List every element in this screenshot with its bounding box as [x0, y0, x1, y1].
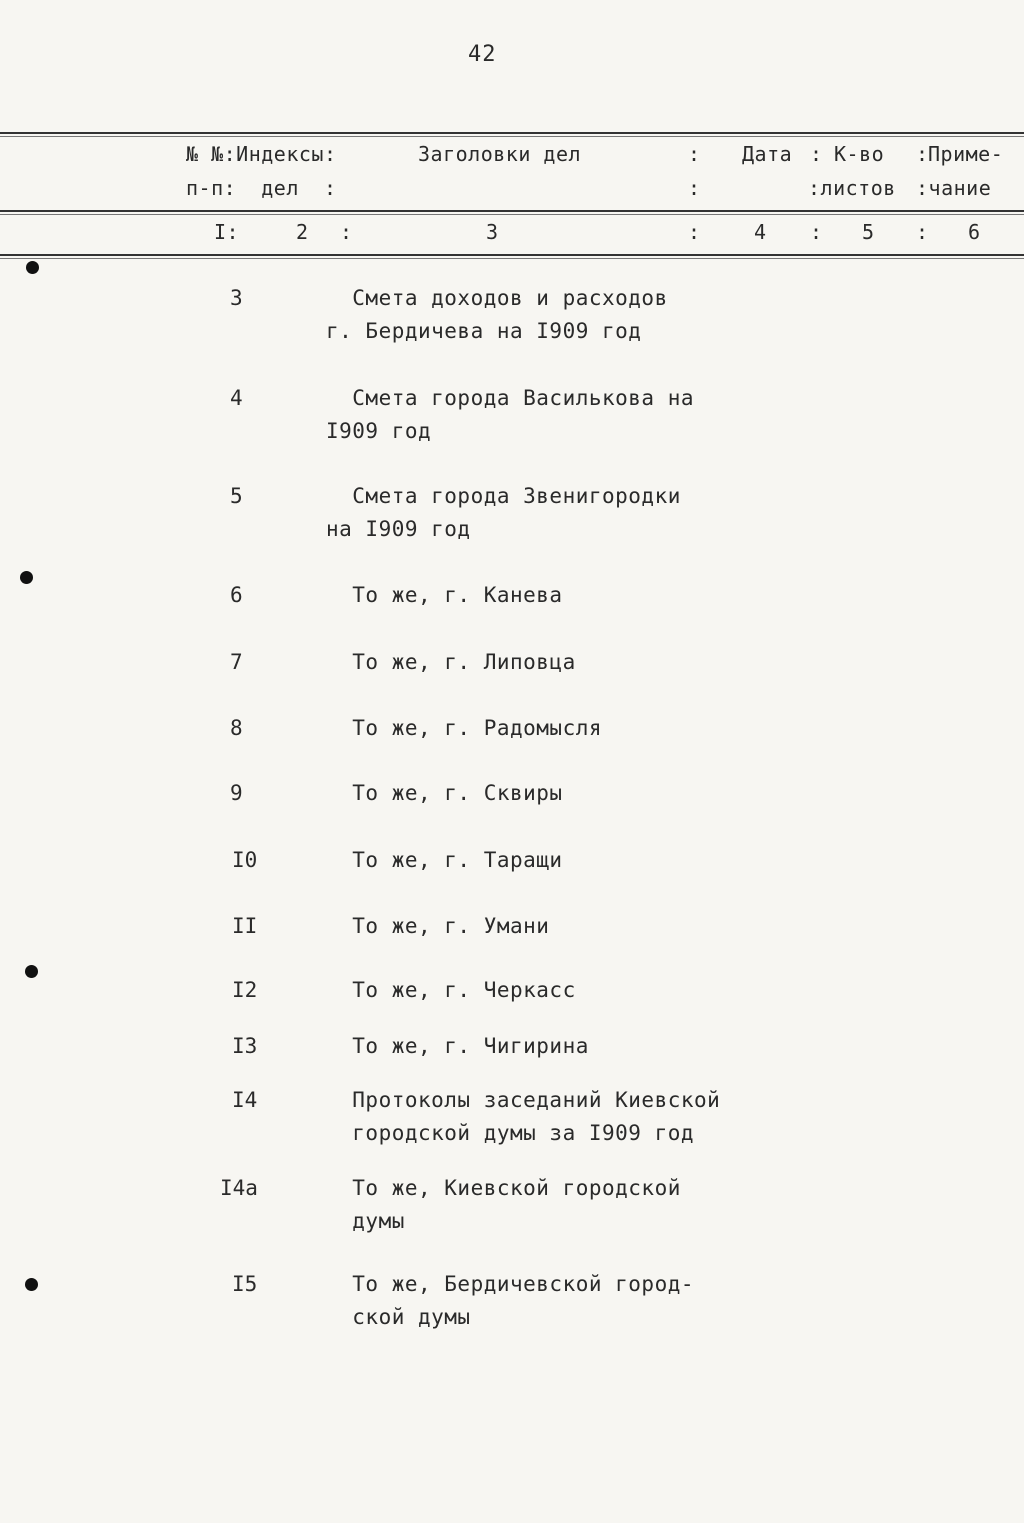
colnum-4: 4	[754, 220, 767, 244]
colnum-sep: :	[810, 220, 823, 244]
entry-title: То же, г. Радомысля	[326, 716, 603, 740]
header-titles-label: Заголовки дел	[418, 142, 582, 166]
header-top-rule-thin	[0, 136, 1024, 137]
entry-title: Смета доходов и расходов г. Бердичева на I909 год	[326, 286, 668, 343]
colnum-2: 2	[296, 220, 309, 244]
entry-number: 6	[230, 583, 243, 607]
entry-title: То же, г. Чигирина	[326, 1034, 589, 1058]
header-sep: :	[810, 142, 823, 166]
entry-number: II	[232, 914, 258, 938]
header-count-label: К-во	[834, 142, 885, 166]
punch-hole	[25, 965, 38, 978]
entry-title: Смета города Василькова на I909 год	[326, 386, 695, 443]
header-bottom-rule	[0, 254, 1024, 256]
entry-number: I4а	[220, 1176, 258, 1200]
entry-number: I0	[232, 848, 258, 872]
entry-title: То же, г. Таращи	[326, 848, 563, 872]
colnum-sep: :	[916, 220, 929, 244]
punch-hole	[26, 261, 39, 274]
header-date-label: Дата	[742, 142, 793, 166]
header-num-index-label: № №:Индексы:	[186, 142, 337, 166]
entry-number: 4	[230, 386, 243, 410]
entry-number: I4	[232, 1088, 258, 1112]
colnum-5: 5	[862, 220, 875, 244]
entry-number: I3	[232, 1034, 258, 1058]
entry-number: 3	[230, 286, 243, 310]
header-num-index-label-2: п-п: дел :	[186, 176, 337, 200]
header-mid-rule-thin	[0, 214, 1024, 215]
entry-title: То же, г. Канева	[326, 583, 563, 607]
entry-number: 7	[230, 650, 243, 674]
header-top-rule	[0, 132, 1024, 134]
entry-title: То же, г. Липовца	[326, 650, 576, 674]
colnum-sep: :	[340, 220, 353, 244]
entry-title: То же, г. Сквиры	[326, 781, 563, 805]
header-count-label-2: :листов	[808, 176, 896, 200]
entry-title: То же, Киевской городской думы	[352, 1176, 681, 1233]
header-sep: :	[688, 176, 701, 200]
colnum-6: 6	[968, 220, 981, 244]
header-mid-rule	[0, 210, 1024, 212]
entry-number: 8	[230, 716, 243, 740]
colnum-1: I:	[214, 220, 240, 244]
entry-number: I5	[232, 1272, 258, 1296]
entry-number: I2	[232, 978, 258, 1002]
entry-title: Смета города Звенигородки на I909 год	[326, 484, 681, 541]
header-note-label-2: :чание	[916, 176, 992, 200]
page-number: 42	[468, 42, 497, 67]
punch-hole	[20, 571, 33, 584]
entry-title: То же, г. Черкасс	[326, 978, 576, 1002]
colnum-3: 3	[486, 220, 499, 244]
entry-number: 9	[230, 781, 243, 805]
header-sep: :	[916, 142, 929, 166]
entry-title: Протоколы заседаний Киевской городской думы за I909 год	[352, 1088, 721, 1145]
colnum-sep: :	[688, 220, 701, 244]
entry-title: То же, г. Умани	[326, 914, 550, 938]
entry-number: 5	[230, 484, 243, 508]
header-bottom-rule-thin	[0, 258, 1024, 259]
punch-hole	[25, 1278, 38, 1291]
header-sep: :	[688, 142, 701, 166]
header-note-label: Приме-	[928, 142, 1004, 166]
entry-title: То же, Бердичевской город- ской думы	[352, 1272, 695, 1329]
